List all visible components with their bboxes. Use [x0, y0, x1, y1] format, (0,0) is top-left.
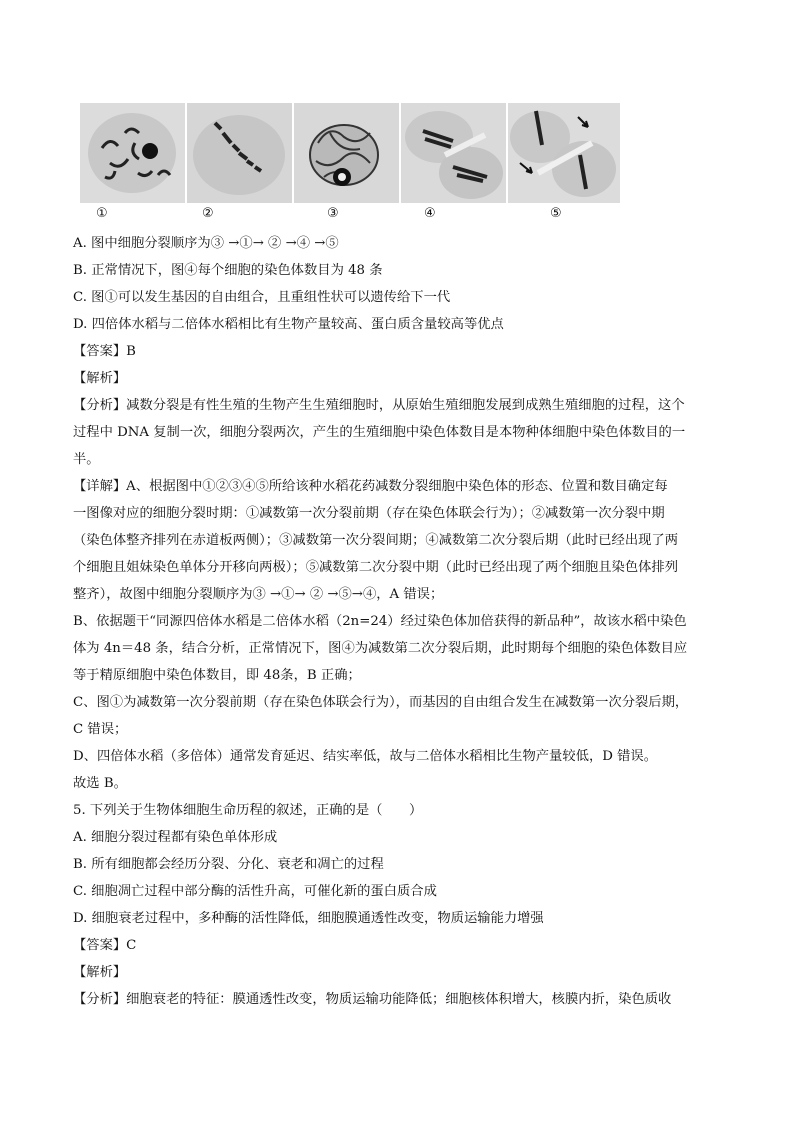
q5-option-c: C. 细胞凋亡过程中部分酶的活性升高，可催化新的蛋白质合成 [73, 884, 437, 899]
option-d: D. 四倍体水稻与二倍体水稻相比有生物产量较高、蛋白质含量较高等优点 [73, 317, 504, 332]
micrograph-1 [80, 103, 185, 203]
option-a: A. 图中细胞分裂顺序为③ →①→ ② →④ →⑤ [73, 236, 339, 251]
figure-label-1: ① [96, 206, 108, 221]
figure-label-3: ③ [327, 206, 339, 221]
detail-line: C、图①为减数第一次分裂前期（存在染色体联会行为），而基因的自由组合发生在减数第一次分裂后期， [73, 695, 689, 710]
analysis-line: 【分析】减数分裂是有性生殖的生物产生生殖细胞时，从原始生殖细胞发展到成熟生殖细胞的过程，这个 [73, 398, 685, 413]
option-b: B. 正常情况下，图④每个细胞的染色体数目为 48 条 [73, 263, 383, 278]
micrograph-labels [80, 206, 640, 226]
detail-line: 等于精原细胞中染色体数目，即 48条，B 正确； [73, 668, 361, 683]
figure-label-5: ⑤ [550, 206, 562, 221]
answer-label: 【答案】B [73, 344, 136, 359]
detail-line: （染色体整齐排列在赤道板两侧）；③减数第一次分裂间期；④减数第二次分裂后期（此时已经出现了两 [73, 533, 679, 548]
detail-line: B、依据题干“同源四倍体水稻是二倍体水稻（2n=24）经过染色体加倍获得的新品种”，故该水稻中染色 [73, 614, 687, 629]
micrograph-4 [401, 103, 506, 203]
conclusion-line: 故选 B。 [73, 776, 127, 791]
question-text-block [73, 230, 723, 1013]
q5-analysis-label: 【解析】 [73, 965, 127, 980]
micrograph-strip [80, 103, 620, 203]
micrograph-2 [187, 103, 292, 203]
analysis-line: 半。 [73, 452, 100, 467]
figure-label-2: ② [202, 206, 214, 221]
analysis-label: 【解析】 [73, 371, 127, 386]
q5-option-b: B. 所有细胞都会经历分裂、分化、衰老和凋亡的过程 [73, 857, 384, 872]
detail-line: 整齐），故图中细胞分裂顺序为③ →①→ ② →⑤→④，A 错误； [73, 587, 444, 602]
detail-line: 个细胞且姐妹染色单体分开移向两极）；⑤减数第二次分裂中期（此时已经出现了两个细胞且染色体排列 [73, 560, 679, 575]
q5-analysis-line: 【分析】细胞衰老的特征：膜通透性改变，物质运输功能降低；细胞核体积增大，核膜内折，染色质收 [73, 992, 672, 1007]
q5-answer-label: 【答案】C [73, 938, 137, 953]
option-c: C. 图①可以发生基因的自由组合，且重组性状可以遗传给下一代 [73, 290, 451, 305]
analysis-line: 过程中 DNA 复制一次，细胞分裂两次，产生的生殖细胞中染色体数目是本物种体细胞中染色体数目的一 [73, 425, 686, 440]
detail-line: D、四倍体水稻（多倍体）通常发育延迟、结实率低，故与二倍体水稻相比生物产量较低，D 错误。 [73, 749, 658, 764]
q5-option-a: A. 细胞分裂过程都有染色单体形成 [73, 830, 278, 845]
micrograph-3 [294, 103, 399, 203]
detail-line: C 错误； [73, 722, 128, 737]
q5-option-d: D. 细胞衰老过程中，多种酶的活性降低，细胞膜通透性改变，物质运输能力增强 [73, 911, 544, 926]
detail-line: 体为 4n＝48 条，结合分析，正常情况下，图④为减数第二次分裂后期，此时期每个细胞的染色体数目应 [73, 641, 688, 656]
figure-label-4: ④ [424, 206, 436, 221]
micrograph-5 [508, 103, 620, 203]
detail-line: 一图像对应的细胞分裂时期：①减数第一次分裂前期（存在染色体联会行为）；②减数第一次分裂中期 [73, 506, 665, 521]
detail-line: 【详解】A、根据图中①②③④⑤所给该种水稻花药减数分裂细胞中染色体的形态、位置和数目确定每 [73, 479, 668, 494]
question-5-stem: 5. 下列关于生物体细胞生命历程的叙述，正确的是（ ） [73, 803, 423, 818]
